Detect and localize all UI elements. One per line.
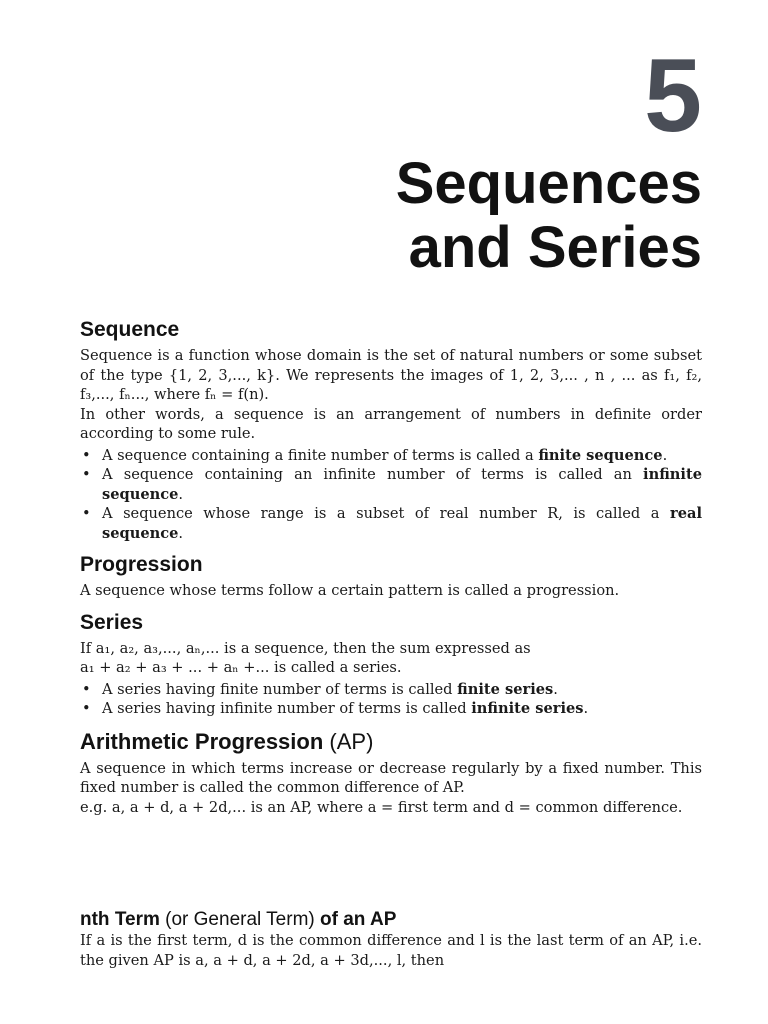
heading-arithmetic-progression: Arithmetic Progression (AP) [80,728,374,754]
chapter-content [80,318,702,980]
list-item: • A sequence containing an infinite number of terms is called an infinite sequence. [80,465,702,504]
series-bullet-list [80,680,702,719]
ap-example: e.g. a, a + d, a + 2d,... is an AP, where a = first term and d = common difference. [80,798,683,816]
chapter-title [396,152,702,280]
section-series [80,611,702,719]
heading-series: Series [80,610,144,634]
nth-term-definition: If a is the first term, d is the common difference and l is the last term of an AP, i.e. the given AP is a, a + d, a + 2d, a + 3d,..., l, then [80,932,702,969]
list-item: • A sequence whose range is a subset of real number R, is called a real sequence. [80,504,702,543]
section-arithmetic-progression [80,729,702,818]
sequence-definition: Sequence is a function whose domain is the set of natural numbers or some subset of the type {1, 2, 3,..., k}. We represents the images of 1, 2, 3,... , n , ... as f₁, f₂, f₃,..., fₙ..., where fₙ = f(n). [80,347,702,403]
section-nth-term [80,909,702,970]
series-sum: a₁ + a₂ + a₃ + ... + aₙ +... is called a series. [80,659,402,676]
spacer [80,827,702,909]
ap-definition: A sequence in which terms increase or decrease regularly by a fixed number. This fixed number is called the common difference of AP. [80,759,702,796]
heading-progression: Progression [80,553,203,576]
list-item: • A series having finite number of terms is called finite series. [80,680,702,700]
progression-definition: A sequence whose terms follow a certain pattern is called a progression. [80,582,620,599]
list-item: • A series having infinite number of terms is called infinite series. [80,699,702,719]
section-progression [80,553,702,601]
section-sequence [80,318,702,543]
chapter-title-line-1: Sequences [395,151,702,216]
chapter-number: 5 [644,38,702,154]
sequence-other-words: In other words, a sequence is an arrangement of numbers in definite order according to some rule. [80,405,702,442]
heading-sequence: Sequence [80,318,180,341]
sequence-bullet-list [80,446,702,544]
chapter-title-line-2: and Series [408,215,702,280]
list-item: • A sequence containing a finite number of terms is called a finite sequence. [80,446,702,466]
heading-nth-term: nth Term (or General Term) of an AP [80,909,397,930]
series-definition: If a₁, a₂, a₃,..., aₙ,... is a sequence, then the sum expressed as [80,639,531,657]
